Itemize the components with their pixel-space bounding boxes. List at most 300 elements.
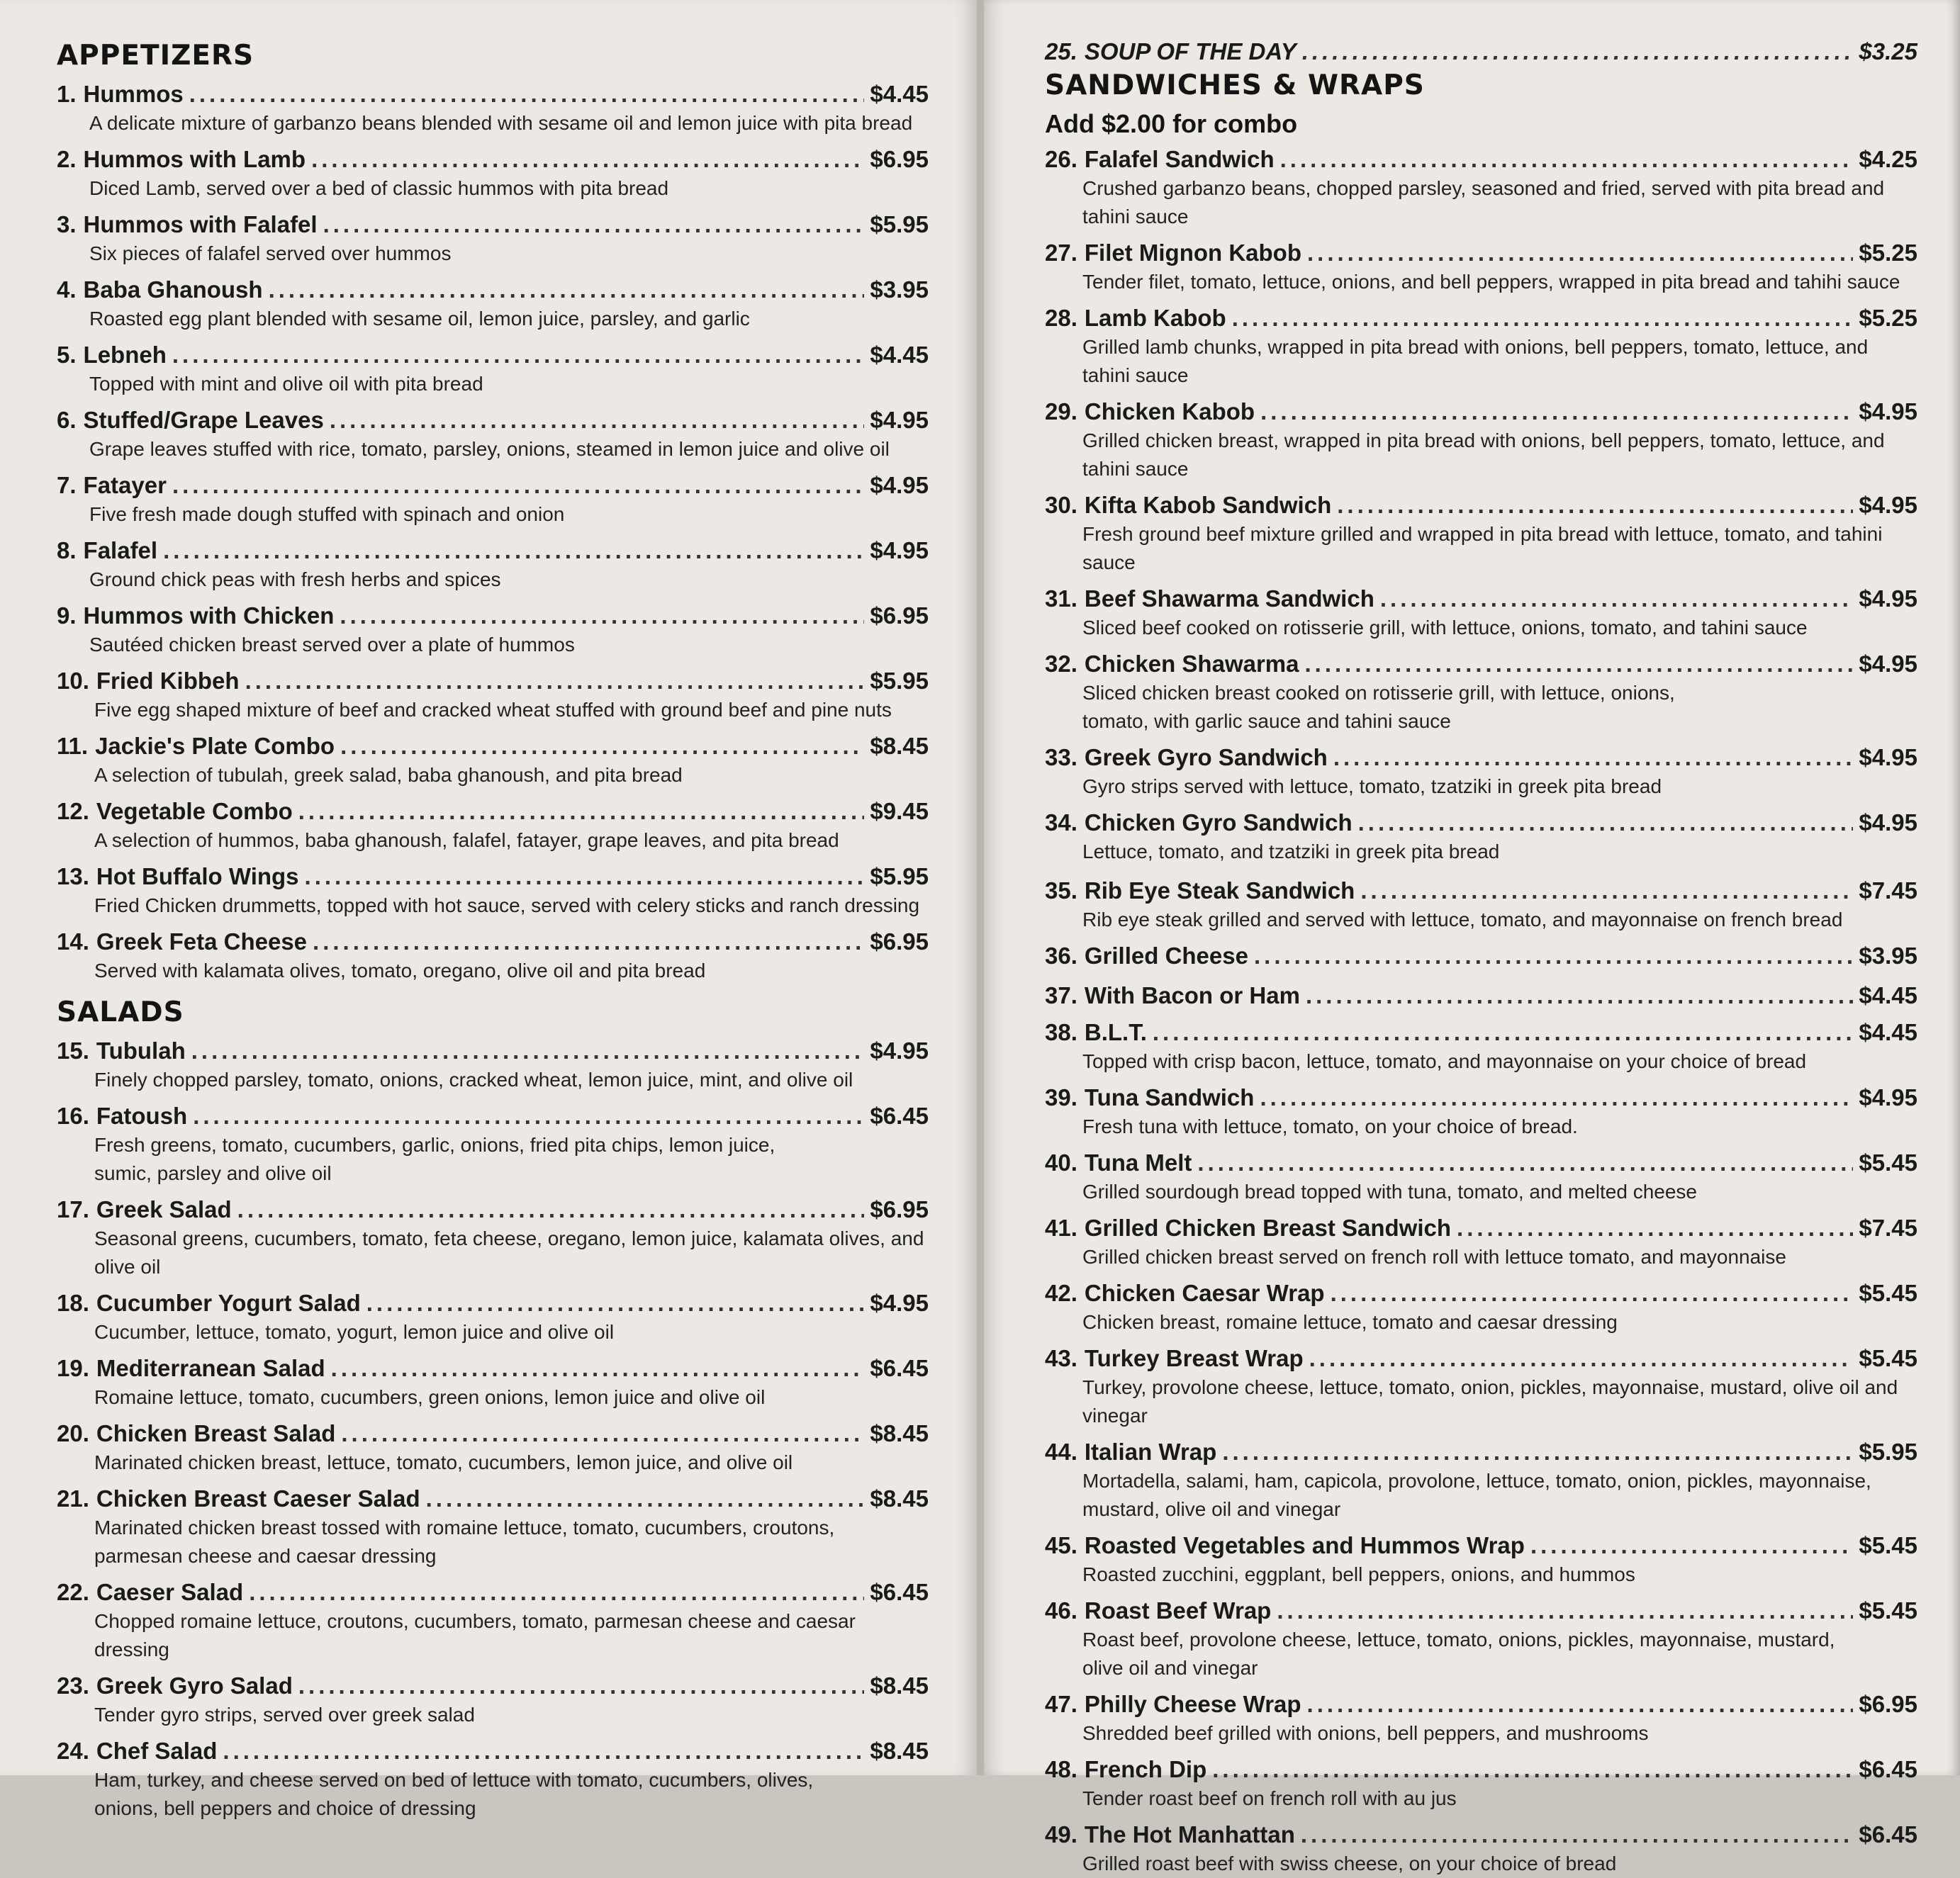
- item-price: $5.25: [1859, 305, 1917, 331]
- item-name: Chicken Caesar Wrap: [1084, 1280, 1325, 1306]
- item-name: Greek Gyro Salad: [96, 1672, 293, 1699]
- dot-leader: [1309, 1344, 1854, 1373]
- item-price: $5.95: [870, 211, 929, 237]
- item-description: Marinated chicken breast tossed with romaine lettuce, tomato, cucumbers, croutons,: [94, 1517, 835, 1539]
- item-price: $4.45: [1859, 1019, 1917, 1045]
- item-name: French Dip: [1084, 1756, 1207, 1782]
- item-name: With Bacon or Ham: [1084, 982, 1300, 1008]
- item-price: $8.45: [870, 1672, 929, 1699]
- item-description: Romaine lettuce, tomato, cucumbers, green onions, lemon juice and olive oil: [94, 1386, 766, 1408]
- item-name: Tuna Sandwich: [1084, 1084, 1255, 1111]
- menu-left-page: [0, 0, 977, 1819]
- item-description: Grilled sourdough bread topped with tuna, tomato, and melted cheese: [1082, 1181, 1698, 1203]
- item-description: Fresh tuna with lettuce, tomato, on your choice of bread.: [1082, 1115, 1578, 1137]
- menu-item: [1045, 1083, 1917, 1141]
- item-price: $4.95: [1859, 585, 1917, 612]
- item-description: Tender filet, tomato, lettuce, onions, and bell peppers, wrapped in pita bread and tahihi sauce: [1082, 271, 1900, 293]
- dot-leader: [1358, 808, 1854, 838]
- item-number: 49.: [1045, 1821, 1077, 1848]
- menu-item: [1045, 649, 1917, 736]
- menu-item: [1045, 584, 1917, 642]
- dot-leader: [323, 210, 865, 240]
- item-name: Lamb Kabob: [1084, 305, 1226, 331]
- item-name: Greek Feta Cheese: [96, 928, 308, 955]
- item-description: Turkey, provolone cheese, lettuce, tomato, onion, pickles, mayonnaise, mustard, olive oil and vinegar: [1082, 1376, 1898, 1427]
- item-description: A delicate mixture of garbanzo beans blended with sesame oil and lemon juice with pita bread: [89, 112, 913, 134]
- dot-leader: [1212, 1755, 1853, 1784]
- item-number: 17.: [57, 1196, 89, 1222]
- menu-item: [57, 666, 929, 724]
- item-description: Rib eye steak grilled and served with lettuce, tomato, and mayonnaise on french bread: [1082, 909, 1843, 930]
- item-price: $4.95: [1859, 809, 1917, 836]
- item-description: Sautéed chicken breast served over a plate of hummos: [89, 634, 575, 656]
- item-number: 15.: [57, 1038, 89, 1064]
- item-price: $5.25: [1859, 240, 1917, 266]
- item-price: $5.95: [1859, 1439, 1917, 1465]
- item-number: 8.: [57, 537, 77, 563]
- menu-item: [1045, 145, 1917, 231]
- item-description: A selection of tubulah, greek salad, baba ghanoush, and pita bread: [94, 764, 683, 786]
- item-price: $6.45: [870, 1579, 929, 1605]
- item-number: 37.: [1045, 982, 1077, 1008]
- item-price: $6.45: [870, 1103, 929, 1129]
- menu-item: [1045, 1689, 1917, 1748]
- item-name: Tubulah: [96, 1038, 186, 1064]
- item-description: Seasonal greens, cucumbers, tomato, feta cheese, oregano, lemon juice, kalamata olives, and olive oil: [94, 1227, 924, 1278]
- item-description: Marinated chicken breast, lettuce, tomato, cucumbers, lemon juice, and olive oil: [94, 1451, 793, 1473]
- item-number: 24.: [57, 1738, 89, 1764]
- menu-item: [1045, 1531, 1917, 1589]
- item-description: Sliced chicken breast cooked on rotisserie grill, with lettuce, onions,: [1082, 682, 1675, 704]
- item-description: Grape leaves stuffed with rice, tomato, parsley, onions, steamed in lemon juice and olive oil: [89, 438, 890, 460]
- item-number: 36.: [1045, 943, 1077, 969]
- item-description: Crushed garbanzo beans, chopped parsley, seasoned and fried, served with pita bread and tahini sauce: [1082, 177, 1885, 227]
- item-name: Caeser Salad: [96, 1579, 244, 1605]
- menu-item: [1045, 1018, 1917, 1076]
- item-name: Chicken Breast Salad: [96, 1420, 336, 1446]
- item-number: 7.: [57, 472, 77, 498]
- item-description: Lettuce, tomato, and tzatziki in greek pita bread: [1082, 840, 1500, 862]
- item-description: Finely chopped parsley, tomato, onions, cracked wheat, lemon juice, mint, and olive oil: [94, 1069, 853, 1091]
- menu-item: [1045, 490, 1917, 577]
- menu-item: [57, 405, 929, 463]
- item-name: Lebneh: [83, 342, 167, 368]
- item-number: 44.: [1045, 1439, 1077, 1465]
- dot-leader: [245, 666, 865, 696]
- dot-leader: [1260, 1083, 1853, 1113]
- menu-item: [57, 1354, 929, 1412]
- dot-leader: [1360, 876, 1853, 906]
- item-price: $6.95: [870, 928, 929, 955]
- item-price: $8.45: [870, 1485, 929, 1512]
- item-number: 42.: [1045, 1280, 1077, 1306]
- item-price: $6.45: [1859, 1756, 1917, 1782]
- item-name: Tuna Melt: [1084, 1149, 1192, 1176]
- item-name: Chicken Gyro Sandwich: [1084, 809, 1353, 836]
- item-price: $5.45: [1859, 1532, 1917, 1558]
- item-number: 39.: [1045, 1084, 1077, 1111]
- salads-list: [57, 1036, 929, 1823]
- item-name: Hot Buffalo Wings: [96, 863, 299, 889]
- menu-item: [57, 862, 929, 920]
- item-description: onions, bell peppers and choice of dressing: [94, 1797, 476, 1819]
- item-number: 38.: [1045, 1019, 1077, 1045]
- item-name: Grilled Cheese: [1084, 943, 1248, 969]
- item-number: 34.: [1045, 809, 1077, 836]
- item-name: Mediterranean Salad: [96, 1355, 325, 1381]
- dot-leader: [1254, 941, 1853, 971]
- item-number: 35.: [1045, 877, 1077, 904]
- item-description: Served with kalamata olives, tomato, oregano, olive oil and pita bread: [94, 960, 706, 982]
- item-description: Roasted egg plant blended with sesame oil, lemon juice, parsley, and garlic: [89, 308, 750, 330]
- item-name: Kifta Kabob Sandwich: [1084, 492, 1332, 518]
- item-price: $4.95: [870, 1290, 929, 1316]
- item-number: 41.: [1045, 1215, 1077, 1241]
- dot-leader: [223, 1736, 864, 1766]
- item-price: $6.95: [870, 146, 929, 172]
- item-price: $4.95: [1859, 744, 1917, 770]
- item-description: Chopped romaine lettuce, croutons, cucumbers, tomato, parmesan cheese and caesar dressing: [94, 1610, 856, 1660]
- item-price: $8.45: [870, 733, 929, 759]
- menu-item: [57, 1101, 929, 1188]
- dot-leader: [1280, 145, 1854, 174]
- dot-leader: [191, 1036, 865, 1066]
- item-number: 23.: [57, 1672, 89, 1699]
- menu-item: [57, 1288, 929, 1346]
- dot-leader: [1530, 1531, 1853, 1561]
- item-name: Fried Kibbeh: [96, 668, 240, 694]
- item-name: Philly Cheese Wrap: [1084, 1691, 1301, 1717]
- item-number: 3.: [57, 211, 77, 237]
- menu-item: [1045, 397, 1917, 483]
- item-price: $6.95: [1859, 1691, 1917, 1717]
- dot-leader: [330, 405, 865, 435]
- sandwiches-wraps-heading: SANDWICHES & WRAPS: [1045, 69, 1425, 101]
- item-description: Grilled chicken breast served on french roll with lettuce tomato, and mayonnaise: [1082, 1246, 1786, 1268]
- menu-item: [1045, 1820, 1917, 1878]
- item-description: olive oil and vinegar: [1082, 1657, 1258, 1679]
- menu-item: [57, 1419, 929, 1477]
- soup-of-the-day-item: [1045, 37, 1917, 67]
- item-description: Diced Lamb, served over a bed of classic hummos with pita bread: [89, 177, 669, 199]
- menu-item: [1045, 1344, 1917, 1430]
- item-price: $4.45: [870, 342, 929, 368]
- menu-item: [1045, 876, 1917, 934]
- dot-leader: [1260, 397, 1853, 427]
- menu-item: [57, 536, 929, 594]
- menu-item: [57, 731, 929, 789]
- item-number: 14.: [57, 928, 89, 955]
- dot-leader: [426, 1484, 865, 1514]
- item-description: sumic, parsley and olive oil: [94, 1162, 332, 1184]
- item-number: 25.: [1045, 38, 1077, 64]
- item-name: B.L.T.: [1084, 1019, 1147, 1045]
- item-price: $4.95: [870, 1038, 929, 1064]
- item-description: Chicken breast, romaine lettuce, tomato and caesar dressing: [1082, 1311, 1618, 1333]
- dot-leader: [1153, 1018, 1854, 1047]
- item-price: $4.95: [1859, 398, 1917, 424]
- item-price: $4.95: [870, 407, 929, 433]
- dot-leader: [1301, 1820, 1854, 1850]
- item-name: Cucumber Yogurt Salad: [96, 1290, 361, 1316]
- dot-leader: [1307, 238, 1853, 268]
- item-name: Hummos with Chicken: [83, 602, 335, 629]
- menu-item: [1045, 1278, 1917, 1337]
- menu-item: [1045, 981, 1917, 1011]
- menu-item: [57, 79, 929, 137]
- item-price: $3.95: [870, 276, 929, 303]
- menu-item: [1045, 941, 1917, 971]
- item-description: Six pieces of falafel served over hummos: [89, 242, 452, 264]
- item-number: 19.: [57, 1355, 89, 1381]
- item-number: 13.: [57, 863, 89, 889]
- item-price: $6.95: [870, 602, 929, 629]
- dot-leader: [305, 862, 865, 892]
- item-name: Hummos: [83, 81, 184, 107]
- menu-item: [57, 145, 929, 203]
- item-name: Falafel: [83, 537, 158, 563]
- menu-item: [57, 1484, 929, 1570]
- dot-leader: [341, 1419, 864, 1449]
- dot-leader: [1277, 1596, 1853, 1626]
- item-price: $7.45: [1859, 877, 1917, 904]
- item-description: Grilled lamb chunks, wrapped in pita bread with onions, bell peppers, tomato, lettuce, and tahini sauce: [1082, 336, 1869, 386]
- item-description: Sliced beef cooked on rotisserie grill, with lettuce, onions, tomato, and tahini sauce: [1082, 617, 1808, 639]
- item-description: Tender roast beef on french roll with au jus: [1082, 1787, 1457, 1809]
- item-number: 18.: [57, 1290, 89, 1316]
- dot-leader: [1307, 1689, 1854, 1719]
- item-number: 48.: [1045, 1756, 1077, 1782]
- item-number: 26.: [1045, 146, 1077, 172]
- menu-item: [57, 471, 929, 529]
- item-number: 12.: [57, 798, 89, 824]
- item-name: SOUP OF THE DAY: [1084, 38, 1297, 64]
- dot-leader: [1337, 490, 1853, 520]
- item-number: 20.: [57, 1420, 89, 1446]
- item-price: $5.95: [870, 668, 929, 694]
- item-description: Grilled chicken breast, wrapped in pita bread with onions, bell peppers, tomato, lettuce, and: [1082, 429, 1885, 451]
- dot-leader: [340, 601, 864, 631]
- item-name: Jackie's Plate Combo: [95, 733, 335, 759]
- item-description: Cucumber, lettuce, tomato, yogurt, lemon juice and olive oil: [94, 1321, 615, 1343]
- item-description: tahini sauce: [1082, 458, 1189, 480]
- item-price: $4.45: [870, 81, 929, 107]
- item-description: Topped with crisp bacon, lettuce, tomato, and mayonnaise on your choice of bread: [1082, 1050, 1807, 1072]
- item-price: $4.45: [1859, 982, 1917, 1008]
- dot-leader: [1222, 1437, 1853, 1467]
- dot-leader: [1380, 584, 1854, 614]
- dot-leader: [193, 1101, 864, 1131]
- item-price: $5.45: [1859, 1149, 1917, 1176]
- item-price: $4.95: [870, 472, 929, 498]
- item-price: $5.45: [1859, 1345, 1917, 1371]
- item-name: Fatoush: [96, 1103, 188, 1129]
- item-description: Shredded beef grilled with onions, bell peppers, and mushrooms: [1082, 1722, 1649, 1744]
- menu-item: [1045, 1755, 1917, 1813]
- dot-leader: [366, 1288, 865, 1318]
- item-name: Rib Eye Steak Sandwich: [1084, 877, 1355, 904]
- menu-item: [1045, 1596, 1917, 1682]
- item-description: tomato, with garlic sauce and tahini sauce: [1082, 710, 1451, 732]
- dot-leader: [298, 1671, 865, 1701]
- item-number: 22.: [57, 1579, 89, 1605]
- item-name: Baba Ghanoush: [83, 276, 263, 303]
- dot-leader: [189, 79, 865, 109]
- item-description: mustard, olive oil and vinegar: [1082, 1498, 1341, 1520]
- menu-item: [57, 927, 929, 985]
- item-number: 33.: [1045, 744, 1077, 770]
- item-name: Chicken Breast Caeser Salad: [96, 1485, 420, 1512]
- item-description: A selection of hummos, baba ghanoush, falafel, fatayer, grape leaves, and pita bread: [94, 829, 839, 851]
- item-name: Hummos with Lamb: [83, 146, 306, 172]
- item-description: Grilled roast beef with swiss cheese, on your choice of bread: [1082, 1852, 1617, 1874]
- item-price: $8.45: [870, 1738, 929, 1764]
- dot-leader: [1197, 1148, 1853, 1178]
- item-description: Roast beef, provolone cheese, lettuce, tomato, onions, pickles, mayonnaise, mustard,: [1082, 1629, 1835, 1651]
- item-name: Beef Shawarma Sandwich: [1084, 585, 1374, 612]
- salads-heading: SALADS: [57, 996, 184, 1028]
- dot-leader: [172, 471, 864, 500]
- combo-note: Add $2.00 for combo: [1045, 109, 1298, 138]
- menu-item: [57, 275, 929, 333]
- item-price: $7.45: [1859, 1215, 1917, 1241]
- item-number: 43.: [1045, 1345, 1077, 1371]
- item-number: 6.: [57, 407, 77, 433]
- menu-item: [1045, 303, 1917, 390]
- item-number: 47.: [1045, 1691, 1077, 1717]
- item-number: 10.: [57, 668, 89, 694]
- dot-leader: [313, 927, 864, 957]
- item-name: Hummos with Falafel: [83, 211, 318, 237]
- dot-leader: [311, 145, 864, 174]
- item-description: Tender gyro strips, served over greek salad: [94, 1704, 475, 1726]
- item-description: Roasted zucchini, eggplant, bell peppers, onions, and hummos: [1082, 1563, 1635, 1585]
- menu-item: [1045, 238, 1917, 296]
- item-name: Roasted Vegetables and Hummos Wrap: [1084, 1532, 1525, 1558]
- menu-item: [1045, 1148, 1917, 1206]
- item-number: 21.: [57, 1485, 89, 1512]
- item-description: Fried Chicken drummetts, topped with hot sauce, served with celery sticks and ranch dressing: [94, 894, 920, 916]
- item-description: Fresh ground beef mixture grilled and wrapped in pita bread with lettuce, tomato, and tahini sauce: [1082, 523, 1883, 573]
- item-price: $6.45: [870, 1355, 929, 1381]
- item-price: $4.25: [1859, 146, 1917, 172]
- item-description: Mortadella, salami, ham, capicola, provolone, lettuce, tomato, onion, pickles, mayonnaise,: [1082, 1470, 1871, 1492]
- item-number: 32.: [1045, 651, 1077, 677]
- dot-leader: [331, 1354, 865, 1383]
- item-price: $4.95: [1859, 492, 1917, 518]
- dot-leader: [163, 536, 864, 566]
- dot-leader: [1306, 981, 1853, 1011]
- menu-item: [57, 601, 929, 659]
- item-price: $6.45: [1859, 1821, 1917, 1848]
- item-number: 1.: [57, 81, 77, 107]
- dot-leader: [237, 1195, 865, 1225]
- item-name: Chicken Shawarma: [1084, 651, 1299, 677]
- dot-leader: [1302, 37, 1854, 67]
- item-price: $3.25: [1859, 38, 1917, 64]
- item-price: $5.45: [1859, 1597, 1917, 1624]
- menu-item: [1045, 743, 1917, 801]
- item-price: $9.45: [870, 798, 929, 824]
- dot-leader: [172, 340, 865, 370]
- item-number: 45.: [1045, 1532, 1077, 1558]
- item-number: 5.: [57, 342, 77, 368]
- menu-item: [57, 340, 929, 398]
- item-price: $4.95: [870, 537, 929, 563]
- item-description: Topped with mint and olive oil with pita bread: [89, 373, 483, 395]
- item-price: $5.45: [1859, 1280, 1917, 1306]
- item-number: 16.: [57, 1103, 89, 1129]
- item-description: Five egg shaped mixture of beef and cracked wheat stuffed with ground beef and pine nuts: [94, 699, 892, 721]
- item-name: Turkey Breast Wrap: [1084, 1345, 1304, 1371]
- item-name: Chef Salad: [96, 1738, 218, 1764]
- item-name: Filet Mignon Kabob: [1084, 240, 1301, 266]
- item-name: Stuffed/Grape Leaves: [83, 407, 324, 433]
- item-number: 30.: [1045, 492, 1077, 518]
- item-description: Ham, turkey, and cheese served on bed of lettuce with tomato, cucumbers, olives,: [94, 1769, 814, 1791]
- item-price: $5.95: [870, 863, 929, 889]
- menu-item: [57, 210, 929, 268]
- item-price: $6.95: [870, 1196, 929, 1222]
- menu-item: [57, 1578, 929, 1664]
- appetizers-heading: APPETIZERS: [57, 40, 254, 72]
- dot-leader: [1305, 649, 1854, 679]
- menu-right-page: [984, 0, 1960, 1874]
- item-number: 29.: [1045, 398, 1077, 424]
- item-name: Falafel Sandwich: [1084, 146, 1275, 172]
- dot-leader: [249, 1578, 864, 1607]
- item-description: Gyro strips served with lettuce, tomato, tzatziki in greek pita bread: [1082, 775, 1662, 797]
- item-number: 46.: [1045, 1597, 1077, 1624]
- item-description: parmesan cheese and caesar dressing: [94, 1545, 437, 1567]
- appetizers-list: [57, 79, 929, 985]
- item-name: Chicken Kabob: [1084, 398, 1255, 424]
- item-price: $3.95: [1859, 943, 1917, 969]
- menu-item: [1045, 808, 1917, 866]
- item-number: 11.: [57, 733, 89, 759]
- menu-item: [57, 1195, 929, 1281]
- item-number: 9.: [57, 602, 77, 629]
- menu-item: [57, 1736, 929, 1823]
- item-description: Ground chick peas with fresh herbs and spices: [89, 568, 501, 590]
- menu-fold: [977, 0, 984, 1775]
- item-name: Grilled Chicken Breast Sandwich: [1084, 1215, 1452, 1241]
- item-number: 4.: [57, 276, 77, 303]
- item-number: 27.: [1045, 240, 1077, 266]
- dot-leader: [298, 797, 865, 826]
- item-description: Fresh greens, tomato, cucumbers, garlic, onions, fried pita chips, lemon juice,: [94, 1134, 775, 1156]
- item-price: $4.95: [1859, 1084, 1917, 1111]
- item-number: 2.: [57, 146, 77, 172]
- item-name: Vegetable Combo: [96, 798, 293, 824]
- item-name: Greek Gyro Sandwich: [1084, 744, 1328, 770]
- menu-item: [57, 797, 929, 855]
- item-name: Roast Beef Wrap: [1084, 1597, 1272, 1624]
- dot-leader: [1333, 743, 1854, 772]
- menu-item: [57, 1036, 929, 1094]
- dot-leader: [1232, 303, 1854, 333]
- dot-leader: [269, 275, 865, 305]
- item-name: Greek Salad: [96, 1196, 232, 1222]
- menu-item: [1045, 1437, 1917, 1524]
- menu-item: [1045, 1213, 1917, 1271]
- item-price: $8.45: [870, 1420, 929, 1446]
- menu-item: [57, 1671, 929, 1729]
- item-number: 40.: [1045, 1149, 1077, 1176]
- dot-leader: [1331, 1278, 1854, 1308]
- item-name: Italian Wrap: [1084, 1439, 1217, 1465]
- item-price: $4.95: [1859, 651, 1917, 677]
